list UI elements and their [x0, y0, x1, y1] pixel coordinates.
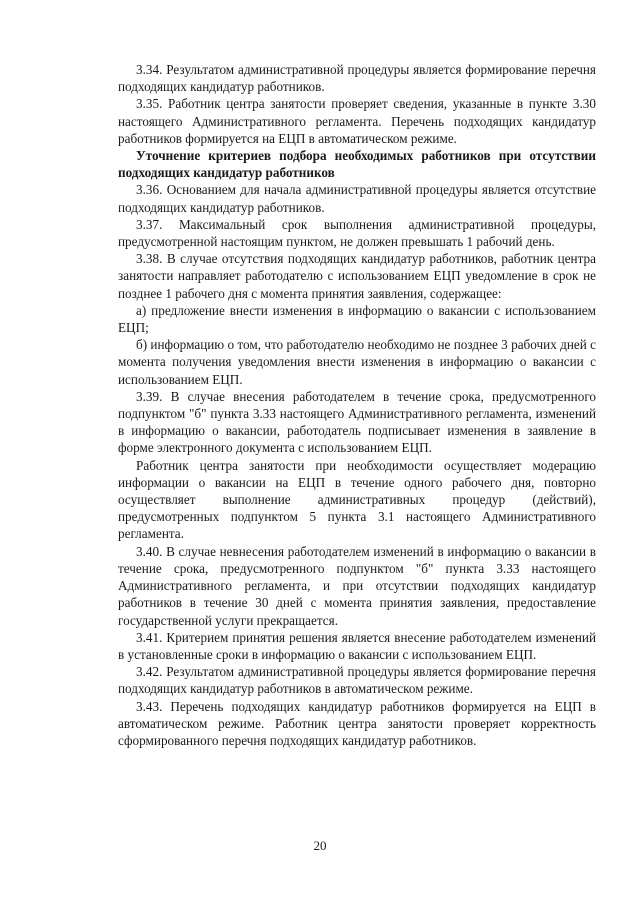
paragraph-3-41: 3.41. Критерием принятия решения является внесение работодателем изменений в установленные сроки в информацию о вакансии с использованием ЕЦП.	[118, 629, 596, 662]
document-body	[118, 61, 596, 749]
paragraph-3-36: 3.36. Основанием для начала административной процедуры является отсутствие подходящих кандидатур работников.	[118, 182, 596, 215]
paragraph-3-42: 3.42. Результатом административной процедуры является формирование перечня подходящих кандидатур работников в автоматическом режиме.	[118, 664, 596, 697]
page-number: 20	[313, 838, 327, 853]
paragraph-3-35: 3.35. Работник центра занятости проверяет сведения, указанные в пункте 3.30 настоящего Административного регламента. Перечень подходящих кандидатур работников формируется на ЕЦП в автоматическом режиме.	[118, 96, 596, 146]
paragraph-3-39: 3.39. В случае внесения работодателем в течение срока, предусмотренного подпунктом "б" пункта 3.33 настоящего Административного регламента, изменений в информацию о вакансии, работодатель подписывает изменения в заявление в форме электронного документа с использованием ЕЦП.	[118, 388, 596, 456]
list-item-a: а) предложение внести изменения в информацию о вакансии с использованием ЕЦП;	[118, 302, 596, 336]
paragraph-3-37: 3.37. Максимальный срок выполнения административной процедуры, предусмотренной настоящим пунктом, не должен превышать 1 рабочий день.	[118, 216, 596, 250]
paragraph-moderation: Работник центра занятости при необходимости осуществляет модерацию информации о вакансии на ЕЦП в течение одного рабочего дня, повторно осуществляет выполнение административных процедур (действий), предусмотренных подпунктом 5 пункта 3.1 настоящего Административного регламента.	[118, 457, 596, 542]
paragraph-3-43: 3.43. Перечень подходящих кандидатур работников формируется на ЕЦП в автоматическом режиме. Работник центра занятости проверяет корректность сформированного перечня подходящих кандидатур работников.	[118, 698, 596, 748]
list-item-b: б) информацию о том, что работодателю необходимо не позднее 3 рабочих дней с момента получения уведомления внести изменения в информацию о вакансии с использованием ЕЦП.	[118, 337, 596, 387]
paragraph-3-40: 3.40. В случае невнесения работодателем изменений в информацию о вакансии в течение срока, предусмотренного подпунктом "б" пункта 3.33 настоящего Административного регламента, и при отсутствии подходящих кандидатур работников в течение 30 дней с момента принятия заявления, предоставление государственной услуги прекращается.	[118, 543, 596, 628]
section-heading: Уточнение критериев подбора необходимых работников при отсутствии подходящих кандидатур работников	[118, 148, 596, 181]
paragraph-3-34: 3.34. Результатом административной процедуры является формирование перечня подходящих кандидатур работников.	[118, 62, 596, 95]
paragraph-3-38: 3.38. В случае отсутствия подходящих кандидатур работников, работник центра занятости направляет работодателю с использованием ЕЦП уведомление в срок не позднее 1 рабочего дня с момента принятия заявления, содержащее:	[118, 251, 596, 301]
